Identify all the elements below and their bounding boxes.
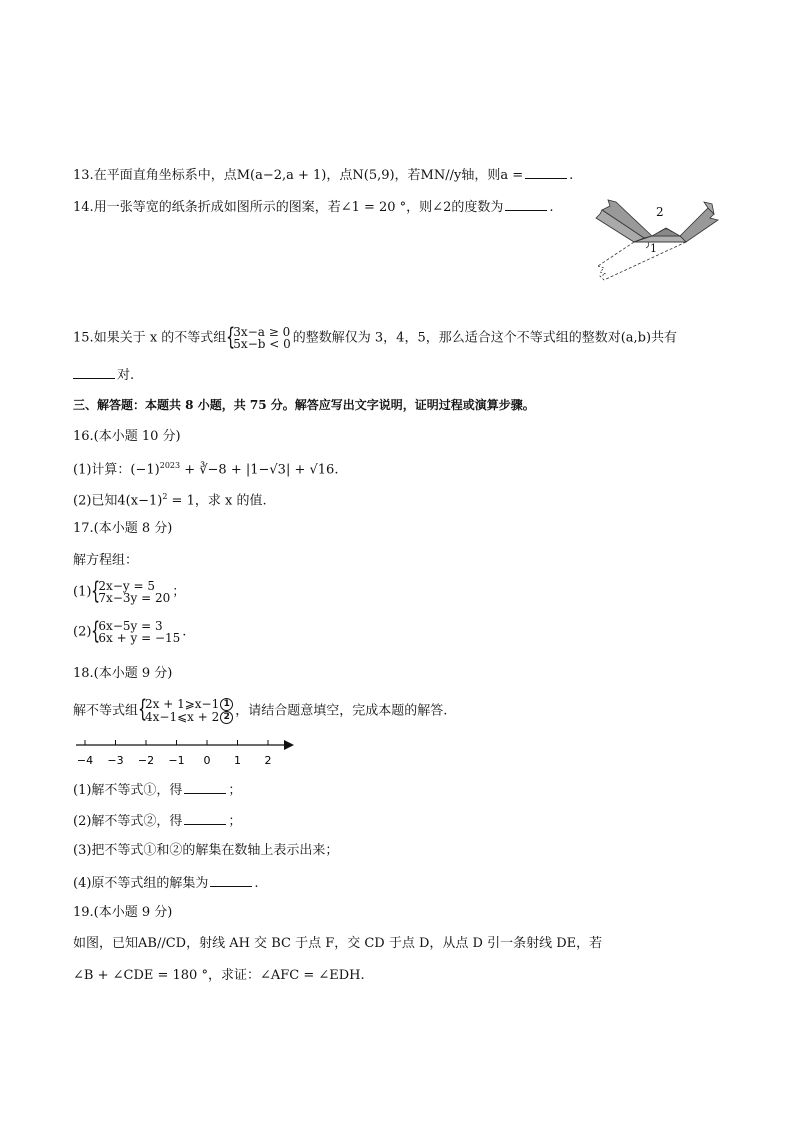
q18-s2-end: ； [228,814,242,829]
question-15-continued [73,366,134,384]
q18-step-3: (3)把不等式①和②的解集在数轴上表示出来； [73,843,339,858]
q17-p2-label: (2) [73,624,92,640]
q16-p1-text: (1)计算：(−1) [73,462,160,478]
q15-inequality-system [226,323,291,351]
question-15 [73,323,678,351]
q16-p2-text: (2)已知4(x−1) [73,493,163,509]
q14-angle-2-label: 2 [656,205,664,219]
q18-s2-blank[interactable] [184,812,226,825]
q17-part-1 [73,577,186,605]
q17-p1-eq-2: 7x−3y = 20 [98,591,171,605]
q18-step-2 [73,812,241,830]
q18-header: 18.(本小题 9 分) [73,666,173,681]
q15-inequality-1: 3x−a ≥ 0 [233,325,291,339]
q14-answer-blank[interactable] [505,198,547,211]
q17-part-2 [73,617,187,645]
q16-header: 16.(本小题 10 分) [73,429,181,444]
q17-p2-end: . [182,624,187,640]
q18-inequality-system [138,695,233,724]
q16-part-1 [73,458,338,478]
q14-number: 14. [73,200,94,215]
q15-text-continued: 的整数解仅为 3，4，5，那么适合这个不等式组的整数对(a,b)共有 [292,330,678,346]
number-line-tick-label: −3 [107,754,124,767]
q13-text: 在平面直角坐标系中，点M(a−2,a + 1)，点N(5,9)，若MN//y轴，则a = [93,168,524,183]
brace-icon: { [226,323,236,351]
q17-p1-label: (1) [73,584,92,600]
q18-s1-text: (1)解不等式①，得 [73,783,183,798]
q18-inequality-2-row [145,711,233,724]
q15-text: 如果关于 x 的不等式组 [93,330,227,346]
q14-text: 用一张等宽的纸条折成如图所示的图案，若∠1 = 20 °，则∠2的度数为 [93,200,504,215]
number-line-tick-label: −2 [137,754,155,767]
q17-p1-end: ； [172,584,186,600]
q18-s1-end: ； [228,783,242,798]
q18-s4-blank[interactable] [210,874,252,887]
q18-intro [73,695,448,724]
q15-number: 15. [73,330,94,346]
q16-p1-text-end: + ∛−8 + |1−√3| + √16. [180,462,339,478]
brace-icon: { [138,695,148,723]
q17-p2-eq-2: 6x + y = −15 [98,631,181,645]
q16-part-2 [73,489,267,509]
q18-s1-blank[interactable] [184,781,226,794]
q19-header: 19.(本小题 9 分) [73,905,173,920]
brace-icon: { [91,577,101,605]
q18-s4-text: (4)原不等式组的解集为 [73,876,209,891]
q18-step-4 [73,874,259,892]
arrow-right-icon [284,740,294,750]
q14-folded-strip-figure [590,196,725,286]
q17-p2-equation-system [91,617,181,645]
q14-text-end: . [549,200,554,215]
q18-step-1 [73,781,241,799]
q18-inequality-2: 4x−1⩽x + 2 [145,710,220,724]
section-3-heading: 三、解答题：本题共 8 小题，共 75 分。解答应写出文字说明，证明过程或演算步骤。 [73,398,535,412]
q16-p2-exponent: 2 [162,492,168,501]
q17-intro: 解方程组： [73,553,139,568]
q15-inequality-2: 5x−b < 0 [233,337,291,351]
number-line-tick-label: 0 [203,754,211,767]
q18-intro-text: 解不等式组 [73,703,139,719]
q19-line-1: 如图，已知AB//CD，射线 AH 交 BC 于点 F，交 CD 于点 D，从点 D 引一条射线 DE，若 [73,936,603,951]
q13-number: 13. [73,168,94,183]
circled-2-icon: 2 [220,711,233,724]
number-line-tick-label: 2 [264,754,272,767]
number-line-tick-label: −4 [76,754,94,767]
brace-icon: { [91,617,101,645]
q16-p2-text-end: = 1，求 x 的值. [167,493,267,509]
question-14 [73,198,554,216]
number-line-tick-label: 1 [234,754,241,767]
q13-text-end: . [569,168,574,183]
q13-answer-blank[interactable] [525,166,567,179]
q17-header: 17.(本小题 8 分) [73,521,173,536]
q18-s2-text: (2)解不等式②，得 [73,814,183,829]
circled-1-icon: 1 [220,698,233,711]
number-line-tick-label: −1 [168,754,185,767]
q15-text-end: 对. [117,368,135,383]
q15-answer-blank[interactable] [73,366,115,379]
q14-angle-1-label: 1 [650,242,657,255]
q17-p1-eq-1: 2x−y = 5 [98,579,155,593]
q19-line-2: ∠B + ∠CDE = 180 °，求证：∠AFC = ∠EDH. [73,968,365,983]
question-13 [73,166,573,184]
q17-p1-equation-system [91,577,171,605]
q18-inequality-1: 2x + 1⩾x−1 [145,697,220,711]
q18-s4-end: . [254,876,259,891]
q18-number-line [72,737,297,771]
q16-p1-exponent: 2023 [159,461,181,470]
q18-intro-text-end: ，请结合题意填空，完成本题的解答. [235,703,448,719]
q17-p2-eq-1: 6x−5y = 3 [98,619,163,633]
